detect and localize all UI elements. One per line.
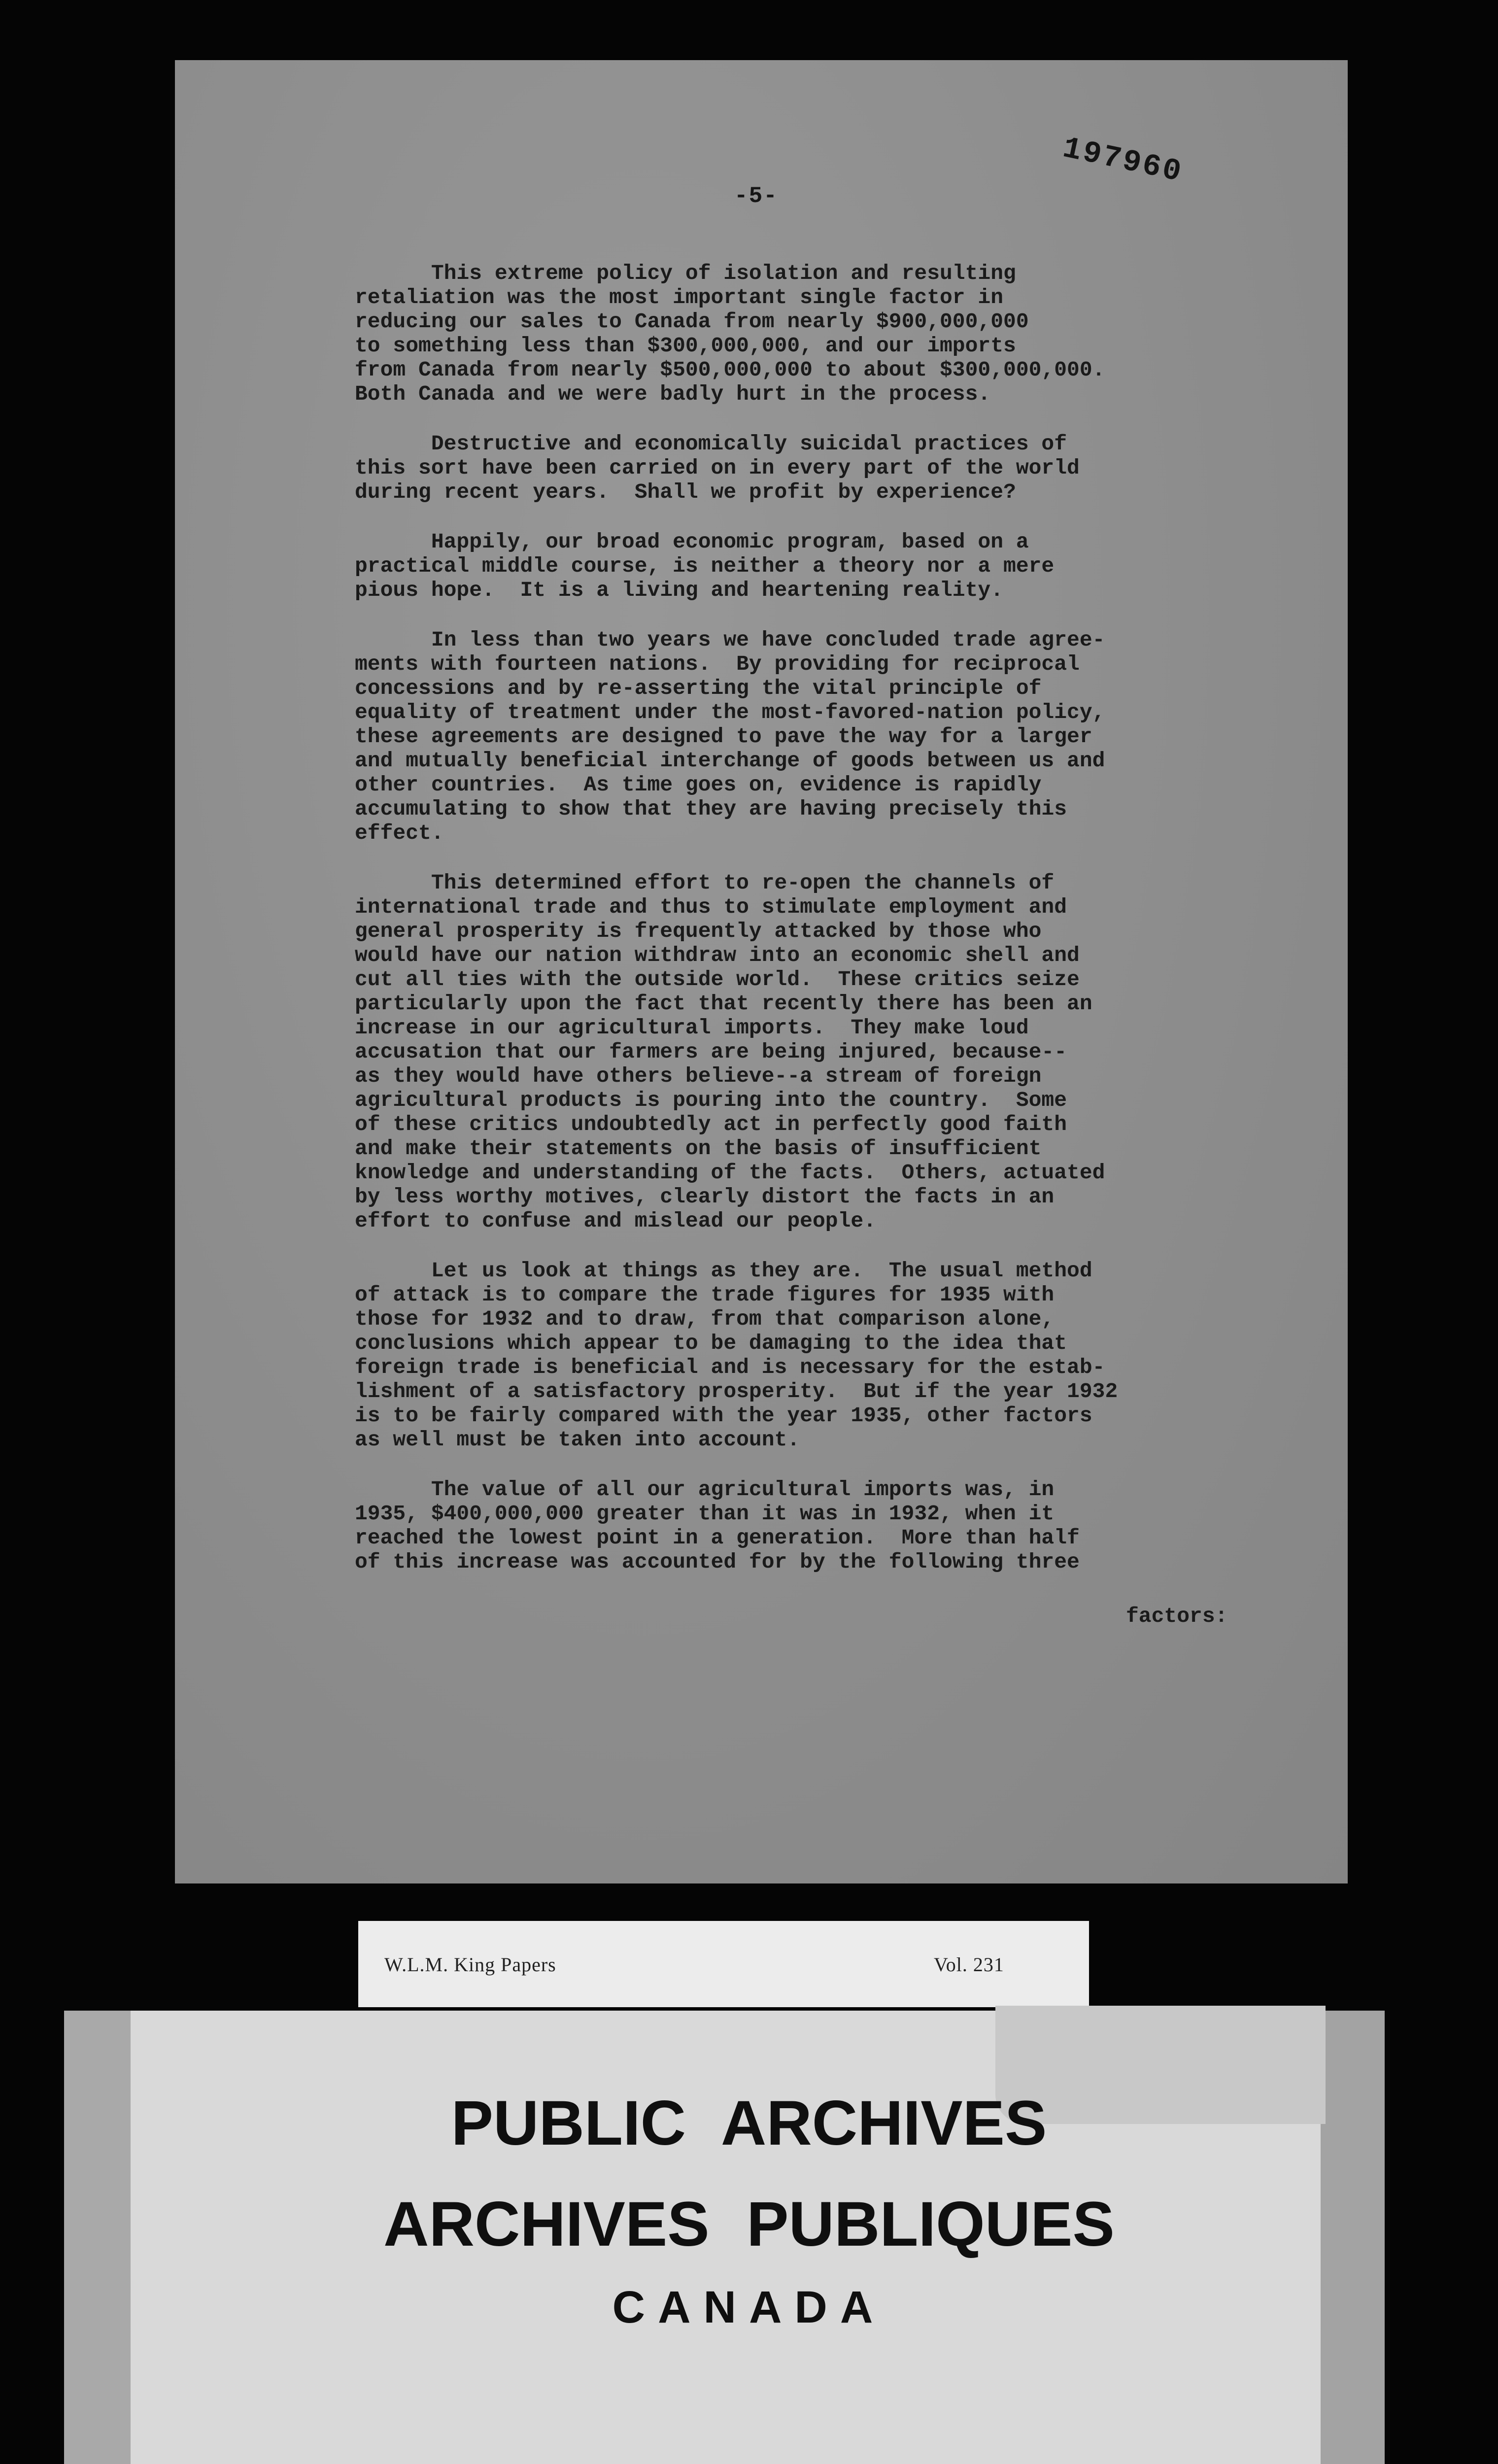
archive-title-english: PUBLIC ARCHIVES [451,2088,1047,2158]
paragraph-economic-program: Happily, our broad economic program, based on a practical middle course, is neither a theory nor a mere pious hope. It is a living and heartening reality. [355,530,1055,602]
paragraph-trade-agreements: In less than two years we have concluded trade agree- ments with fourteen nations. By providing for reciprocal concessions and by re-asserting the vital principle of equality of treatment under the most-favored-nation policy, these agreements are designed to pave the way for a larger and mutually beneficial interchange of goods between us and other countries. As time goes on, evidence is rapidly accumulating to show that they are having precisely this effect. [355,628,1105,845]
document-body [355,261,1242,1574]
paragraph-destructive-practices: Destructive and economically suicidal practices of this sort have been carried on in every part of the world during recent years. Shall we profit by experience? [355,432,1080,504]
paragraph-critics: This determined effort to re-open the channels of international trade and thus to stimulate employment and general prosperity is frequently attacked by those who would have our nation withdraw into an economic shell and cut all ties with the outside world. These critics seize particularly upon the fact that recently there has been an increase in our agricultural imports. They make loud accusation that our farmers are being injured, because-- as they would have others believe--a stream of foreign agricultural products is pouring into the country. Some of these critics undoubtedly act in perfectly good faith and make their statements on the basis of insufficient knowledge and understanding of the facts. Others, actuated by less worthy motives, clearly distort the facts in an effort to confuse and mislead our people. [355,871,1105,1233]
paragraph-agricultural-imports: The value of all our agricultural imports was, in 1935, $400,000,000 greater than it was in 1932, when it reached the lowest point in a generation. More than half of this increase was accounted for by the following three [355,1477,1080,1574]
document-stamp-number: 197960 [1059,131,1186,190]
page-number: -5- [734,183,778,209]
collection-name: W.L.M. King Papers [384,1953,556,1976]
paragraph-trade-figures: Let us look at things as they are. The usual method of attack is to compare the trade figures for 1935 with those for 1932 and to draw, from that comparison alone, conclusions which appear to be damaging to the idea that foreign trade is beneficial and is necessary for the estab- lishment of a satisfactory prosperity. But if the year 1932 is to be fairly compared with the year 1935, other factors as well must be taken into account. [355,1259,1118,1452]
volume-number: Vol. 231 [934,1953,1004,1976]
archive-country: CANADA [612,2282,886,2332]
catchword: factors: [1126,1604,1228,1628]
paragraph-isolation-policy: This extreme policy of isolation and resulting retaliation was the most important single factor in reducing our sales to Canada from nearly $900,000,000 to something less than $300,000,000, and our imports from Canada from nearly $500,000,000 to about $300,000,000. Both Canada and we were badly hurt in the process. [355,261,1105,406]
archive-title-french: ARCHIVES PUBLIQUES [383,2189,1115,2259]
